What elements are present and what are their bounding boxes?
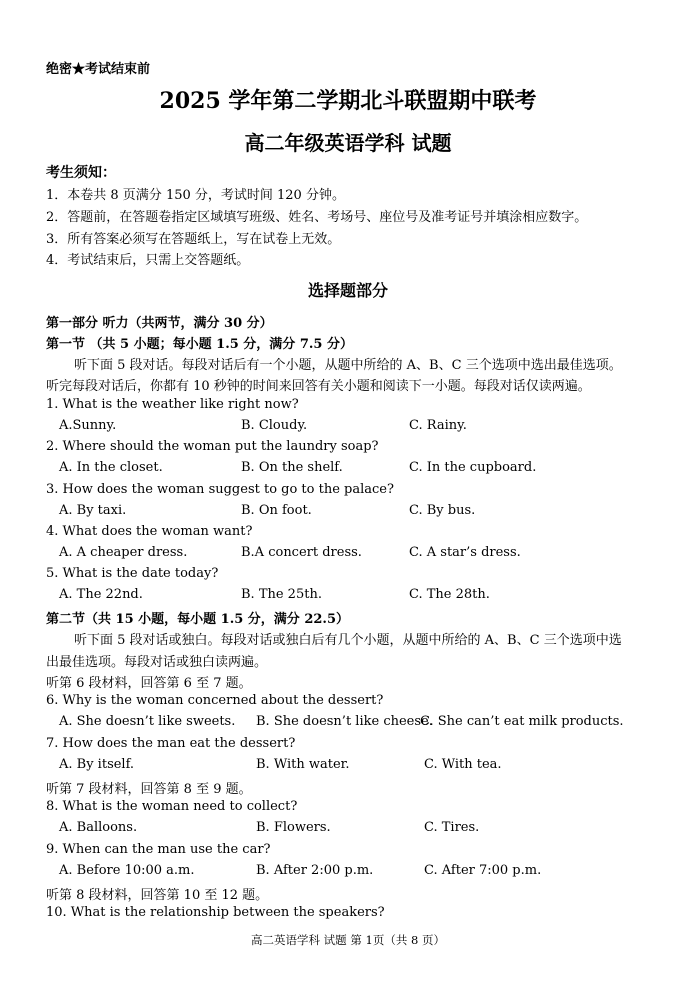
question: 8. What is the woman need to collect?	[46, 799, 298, 814]
option-b: B. Cloudy.	[241, 418, 308, 433]
option-a: A. Before 10:00 a.m.	[59, 863, 195, 878]
sec1-instruction: 听下面 5 段对话。每段对话后有一个小题，从题中所给的 A、B、C 三个选项中选出最佳选项。	[74, 358, 622, 373]
option-b: B. The 25th.	[241, 587, 322, 602]
sec2-instruction: 出最佳选项。每段对话或独白读两遍。	[46, 655, 268, 670]
question: 4. What does the woman want?	[46, 524, 253, 539]
page-footer: 高二英语学科 试题 第 1页（共 8 页）	[251, 933, 445, 947]
option-a: A. By taxi.	[59, 503, 127, 518]
question: 9. When can the man use the car?	[46, 842, 271, 857]
option-c: C. A star’s dress.	[409, 545, 521, 560]
exam-title: 2025 学年第二学期北斗联盟期中联考	[159, 88, 537, 114]
secret-label: 绝密★考试结束前	[46, 62, 151, 77]
option-a: A. A cheaper dress.	[59, 545, 188, 560]
question: 3. How does the woman suggest to go to the palace?	[46, 482, 394, 497]
option-a: A. By itself.	[59, 757, 135, 772]
option-c: C. The 28th.	[409, 587, 490, 602]
question: 7. How does the man eat the dessert?	[46, 736, 296, 751]
section-title: 选择题部分	[307, 281, 388, 300]
question: 1. What is the weather like right now?	[46, 397, 299, 412]
sec2-heading: 第二节（共 15 小题，每小题 1.5 分，满分 22.5）	[46, 612, 349, 627]
option-c: C. Rainy.	[409, 418, 467, 433]
option-b: B. She doesn’t like cheese.	[256, 714, 433, 729]
option-c: C. After 7:00 p.m.	[424, 863, 542, 878]
option-b: B. On foot.	[241, 503, 312, 518]
option-c: C. In the cupboard.	[409, 460, 537, 475]
exam-subtitle: 高二年级英语学科 试题	[244, 131, 452, 155]
option-a: A. In the closet.	[59, 460, 163, 475]
material-note: 听第 6 段材料，回答第 6 至 7 题。	[46, 676, 252, 691]
option-c: C. She can’t eat milk products.	[420, 714, 624, 729]
note-item: 3．所有答案必须写在答题纸上，写在试卷上无效。	[46, 232, 341, 247]
option-a: A. The 22nd.	[59, 587, 143, 602]
question: 10. What is the relationship between the speakers?	[46, 905, 385, 920]
option-b: B. Flowers.	[256, 820, 331, 835]
option-c: C. With tea.	[424, 757, 502, 772]
note-item: 1．本卷共 8 页满分 150 分，考试时间 120 分钟。	[46, 188, 345, 203]
material-note: 听第 8 段材料，回答第 10 至 12 题。	[46, 888, 269, 903]
notes-heading: 考生须知：	[46, 165, 116, 181]
part1-heading: 第一部分 听力（共两节，满分 30 分）	[46, 316, 273, 331]
option-b: B.A concert dress.	[241, 545, 362, 560]
option-a: A.Sunny.	[59, 418, 117, 433]
option-b: B. On the shelf.	[241, 460, 343, 475]
option-a: A. She doesn’t like sweets.	[59, 714, 236, 729]
option-a: A. Balloons.	[59, 820, 138, 835]
note-item: 2．答题前，在答题卷指定区域填写班级、姓名、考场号、座位号及准考证号并填涂相应数字。	[46, 210, 588, 225]
sec1-instruction: 听完每段对话后，你都有 10 秒钟的时间来回答有关小题和阅读下一小题。每段对话仅读两遍。	[46, 379, 591, 394]
sec1-heading: 第一节 （共 5 小题；每小题 1.5 分，满分 7.5 分）	[46, 337, 353, 352]
note-item: 4．考试结束后，只需上交答题纸。	[46, 253, 250, 268]
question: 6. Why is the woman concerned about the dessert?	[46, 693, 384, 708]
option-c: C. By bus.	[409, 503, 476, 518]
option-b: B. With water.	[256, 757, 350, 772]
question: 2. Where should the woman put the laundry soap?	[46, 439, 379, 454]
option-c: C. Tires.	[424, 820, 480, 835]
sec2-instruction: 听下面 5 段对话或独白。每段对话或独白后有几个小题，从题中所给的 A、B、C 三个选项中选	[74, 633, 622, 648]
option-b: B. After 2:00 p.m.	[256, 863, 374, 878]
material-note: 听第 7 段材料，回答第 8 至 9 题。	[46, 782, 252, 797]
question: 5. What is the date today?	[46, 566, 219, 581]
